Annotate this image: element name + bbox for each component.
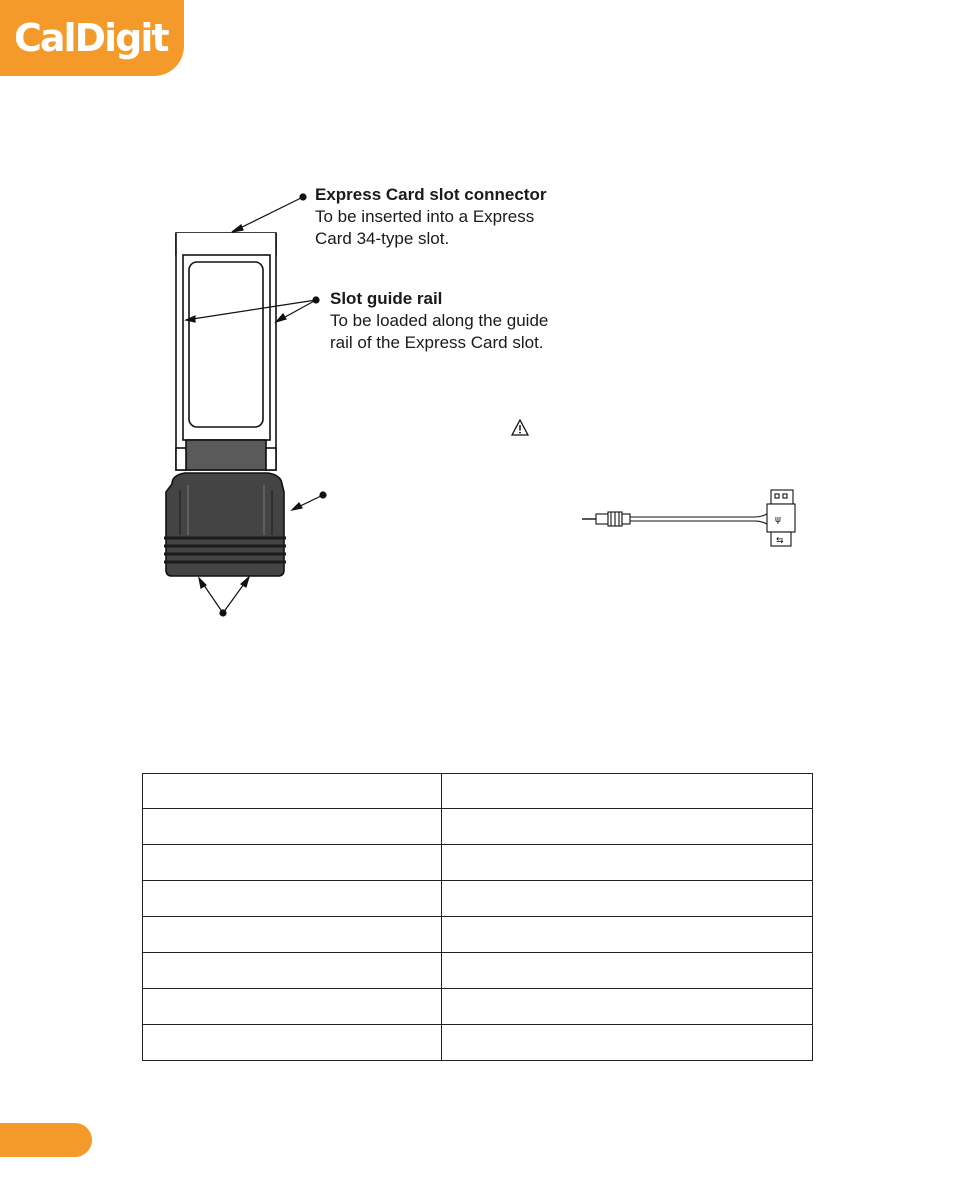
table-cell xyxy=(442,1025,813,1061)
callout-line: Card 34-type slot. xyxy=(315,229,450,248)
table-row xyxy=(143,1025,813,1061)
table-row xyxy=(143,881,813,917)
table-cell xyxy=(442,774,813,809)
table-cell xyxy=(143,881,442,917)
callout-line: To be inserted into a Express xyxy=(315,207,535,226)
callout-slot-guide-rail xyxy=(330,288,548,354)
svg-text:ψ: ψ xyxy=(775,515,781,525)
callout-slot-connector xyxy=(315,184,546,250)
table-cell xyxy=(442,881,813,917)
callout-heading: Express Card slot connector xyxy=(315,185,547,204)
svg-text:⇆: ⇆ xyxy=(776,536,784,546)
table-cell xyxy=(143,1025,442,1061)
specification-table xyxy=(142,773,813,1061)
table-cell xyxy=(143,953,442,989)
callout-heading: Slot guide rail xyxy=(330,289,443,308)
brand-logo: CalDigit xyxy=(14,16,168,60)
table-cell xyxy=(143,809,442,845)
table-cell xyxy=(143,917,442,953)
table-cell xyxy=(143,989,442,1025)
warning-triangle-icon xyxy=(511,419,529,436)
table-row xyxy=(143,809,813,845)
table-cell xyxy=(442,845,813,881)
table-cell xyxy=(442,809,813,845)
express-card-illustration xyxy=(164,233,286,576)
usb-power-cable-illustration xyxy=(582,490,795,546)
callout-line: rail of the Express Card slot. xyxy=(330,333,544,352)
table-row xyxy=(143,953,813,989)
table-row xyxy=(143,989,813,1025)
callout-line: To be loaded along the guide xyxy=(330,311,549,330)
table-cell xyxy=(143,774,442,809)
table-cell xyxy=(143,845,442,881)
table-header-row xyxy=(143,774,813,809)
table-row xyxy=(143,845,813,881)
table-cell xyxy=(442,989,813,1025)
table-row xyxy=(143,917,813,953)
table-cell xyxy=(442,953,813,989)
table-cell xyxy=(442,917,813,953)
page-number-tab xyxy=(0,1123,92,1157)
